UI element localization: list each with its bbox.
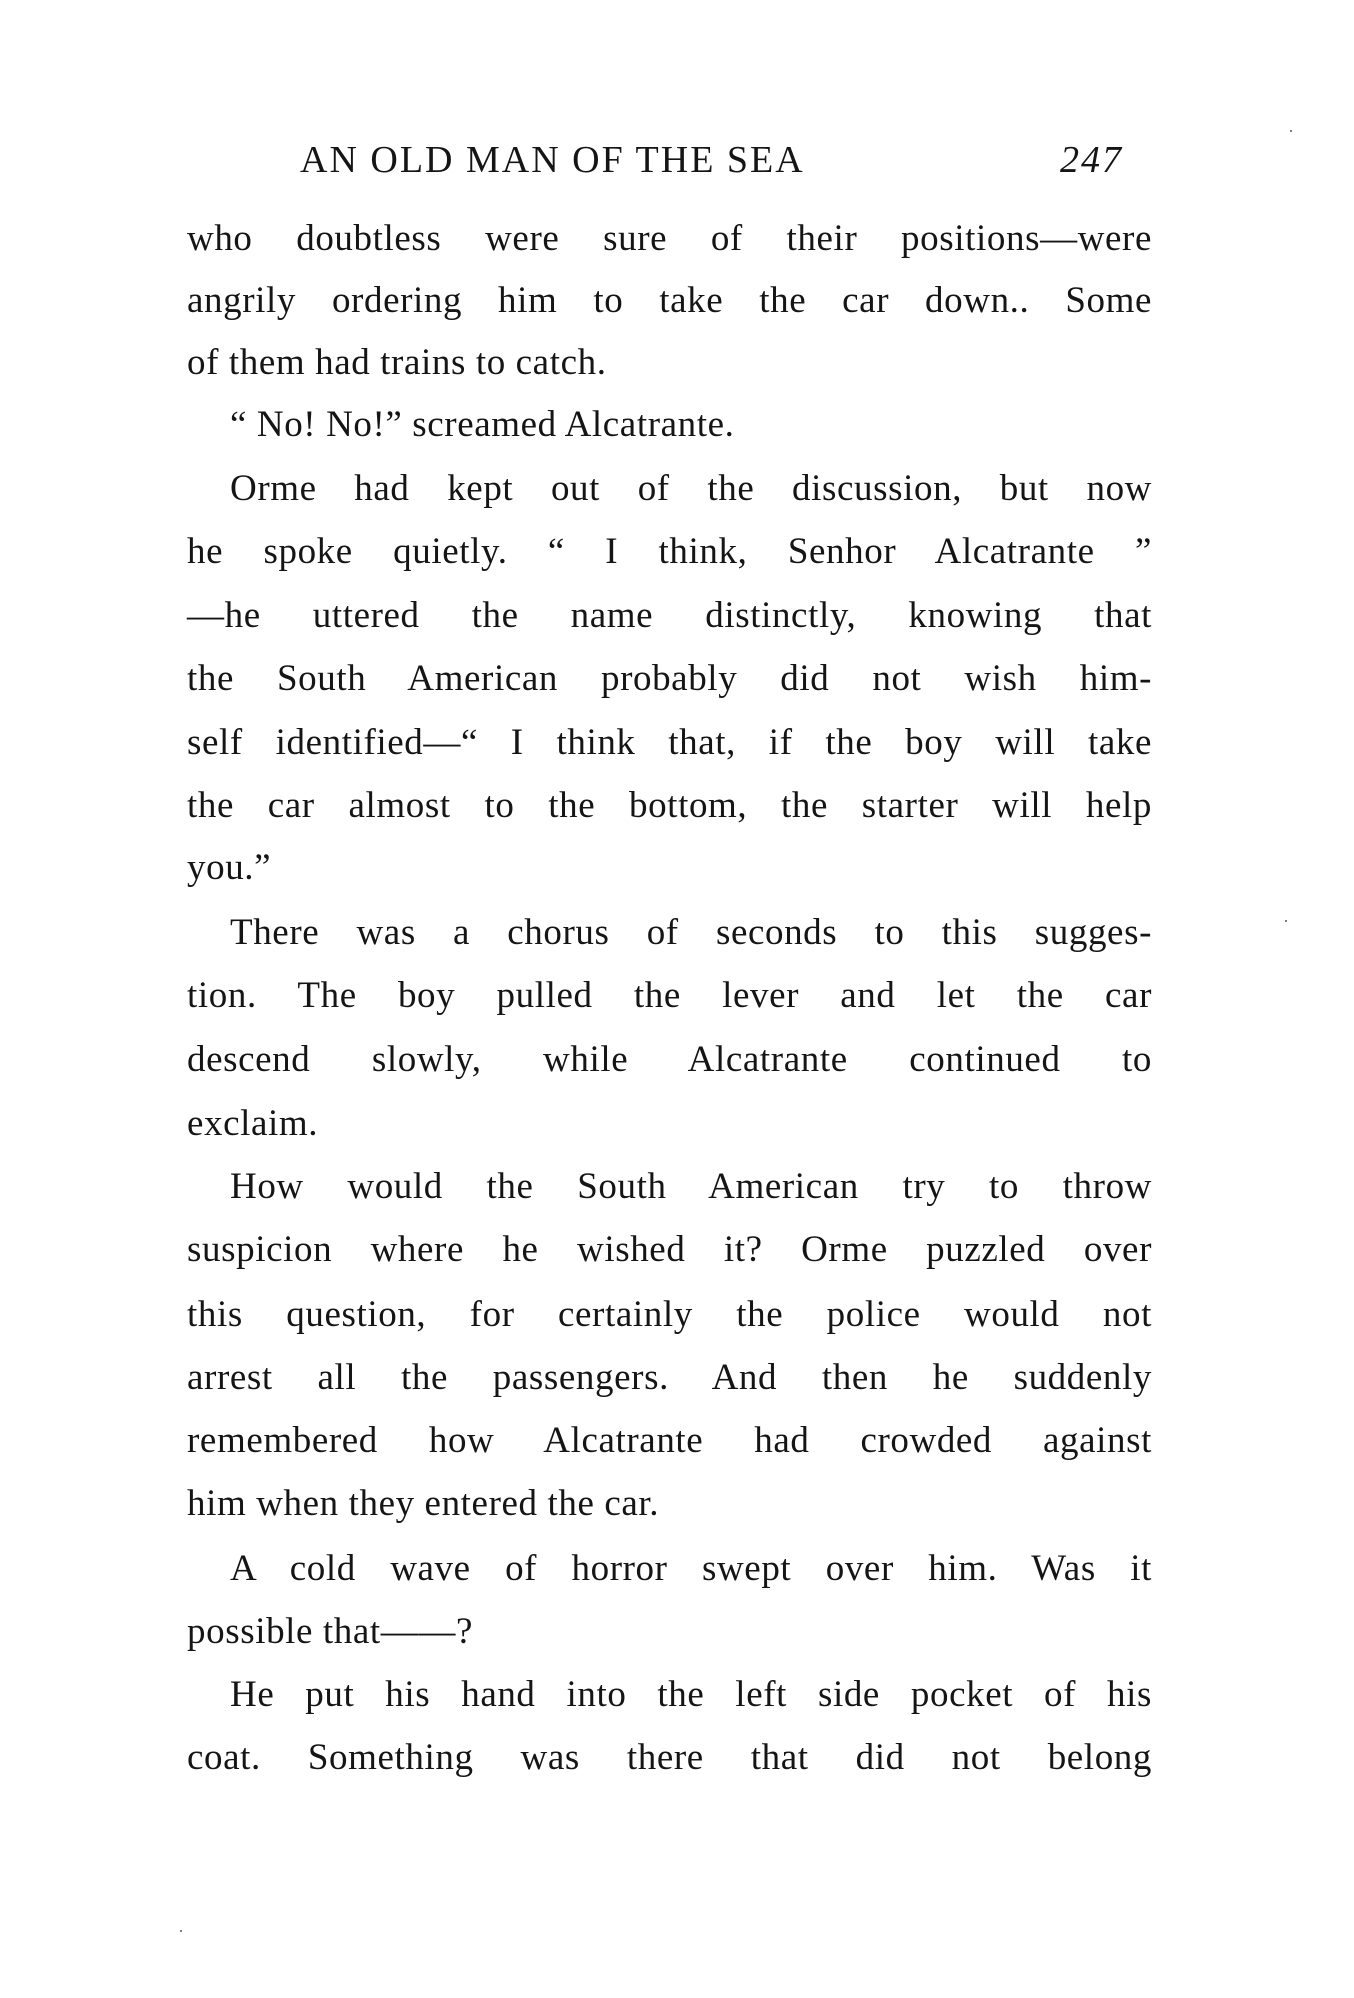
text-line: the South American probably did not wish him- [187, 658, 1152, 699]
text-line: There was a chorus of seconds to this sugges- [230, 912, 1152, 953]
text-line: suspicion where he wished it? Orme puzzled over [187, 1229, 1152, 1270]
text-line: who doubtless were sure of their positions—were [187, 218, 1152, 259]
page-number: 247 [1060, 139, 1123, 181]
scan-speck [180, 1930, 182, 1932]
text-line: the car almost to the bottom, the starter will help [187, 785, 1152, 826]
text-line: this question, for certainly the police would not [187, 1294, 1152, 1335]
text-line: How would the South American try to throw [230, 1166, 1152, 1207]
text-line: he spoke quietly. “ I think, Senhor Alcatrante ” [187, 531, 1152, 572]
text-line: angrily ordering him to take the car down.. Some [187, 280, 1152, 321]
text-line: possible that——? [187, 1611, 474, 1652]
running-title: AN OLD MAN OF THE SEA [300, 139, 805, 181]
text-line: “ No! No!” screamed Alcatrante. [230, 404, 735, 445]
text-line: self identified—“ I think that, if the boy will take [187, 722, 1152, 763]
running-header [300, 138, 1123, 182]
text-line: descend slowly, while Alcatrante continued to [187, 1039, 1152, 1080]
text-line: A cold wave of horror swept over him. Was it [230, 1548, 1152, 1589]
text-line: exclaim. [187, 1103, 319, 1144]
scan-speck [1290, 130, 1292, 132]
text-line: arrest all the passengers. And then he suddenly [187, 1357, 1152, 1398]
text-line: coat. Something was there that did not belong [187, 1737, 1152, 1778]
text-line: remembered how Alcatrante had crowded against [187, 1420, 1152, 1461]
scan-speck [1285, 920, 1287, 922]
text-line: Orme had kept out of the discussion, but now [230, 468, 1152, 509]
text-line: him when they entered the car. [187, 1483, 660, 1524]
text-line: tion. The boy pulled the lever and let the car [187, 975, 1152, 1016]
text-line: of them had trains to catch. [187, 342, 607, 383]
text-line: He put his hand into the left side pocket of his [230, 1674, 1152, 1715]
text-line: you.” [187, 847, 272, 888]
text-line: —he uttered the name distinctly, knowing that [187, 595, 1152, 636]
